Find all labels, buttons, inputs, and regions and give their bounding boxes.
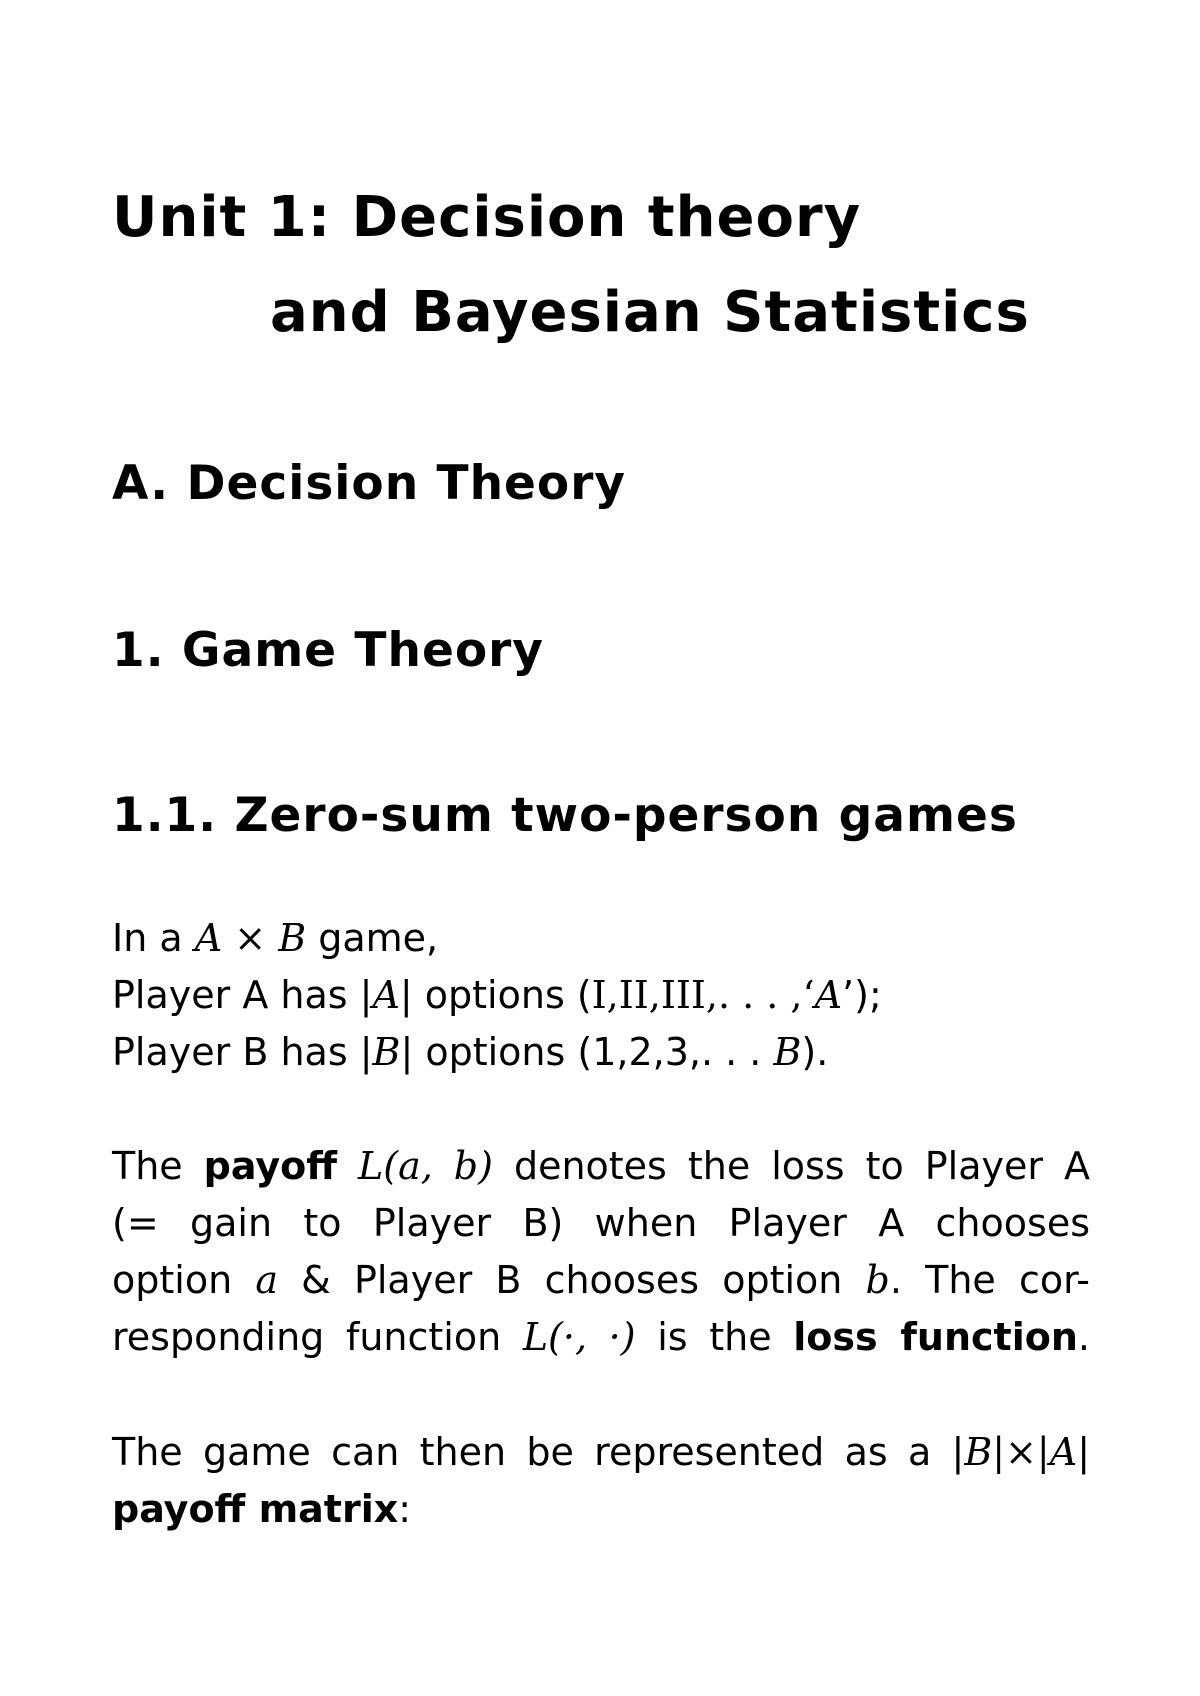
paragraph-line: responding function L(·, ·) is the loss function. bbox=[112, 1315, 1090, 1359]
paragraph-line: In a A × B game, bbox=[112, 916, 439, 960]
paragraph-line: (= gain to Player B) when Player A chooses bbox=[112, 1201, 1090, 1245]
paragraph-line: payoff matrix: bbox=[112, 1487, 412, 1531]
paragraph-line: option a & Player B chooses option b. The cor- bbox=[112, 1258, 1090, 1302]
subsection-heading-zero-sum-games: 1.1. Zero-sum two-person games bbox=[112, 788, 1018, 843]
paragraph-line: The game can then be represented as a |B|×|A| bbox=[112, 1430, 1090, 1474]
section-heading-decision-theory: A. Decision Theory bbox=[112, 456, 627, 511]
paragraph-game-definition bbox=[112, 910, 1090, 1081]
paragraph-line: Player B has |B| options (1,2,3,. . . B). bbox=[112, 1030, 829, 1074]
paragraph-line: The payoff L(a, b) denotes the loss to Player A bbox=[112, 1144, 1090, 1188]
paragraph-payoff-matrix bbox=[112, 1424, 1090, 1538]
section-heading-game-theory: 1. Game Theory bbox=[112, 623, 544, 678]
paragraph-payoff-definition bbox=[112, 1138, 1090, 1366]
page-title-line-2: and Bayesian Statistics bbox=[270, 280, 1030, 345]
page-title-line-1: Unit 1: Decision theory bbox=[112, 185, 862, 250]
paragraph-line: Player A has |A| options (I,II,III,. . . ,‘A’); bbox=[112, 973, 882, 1017]
